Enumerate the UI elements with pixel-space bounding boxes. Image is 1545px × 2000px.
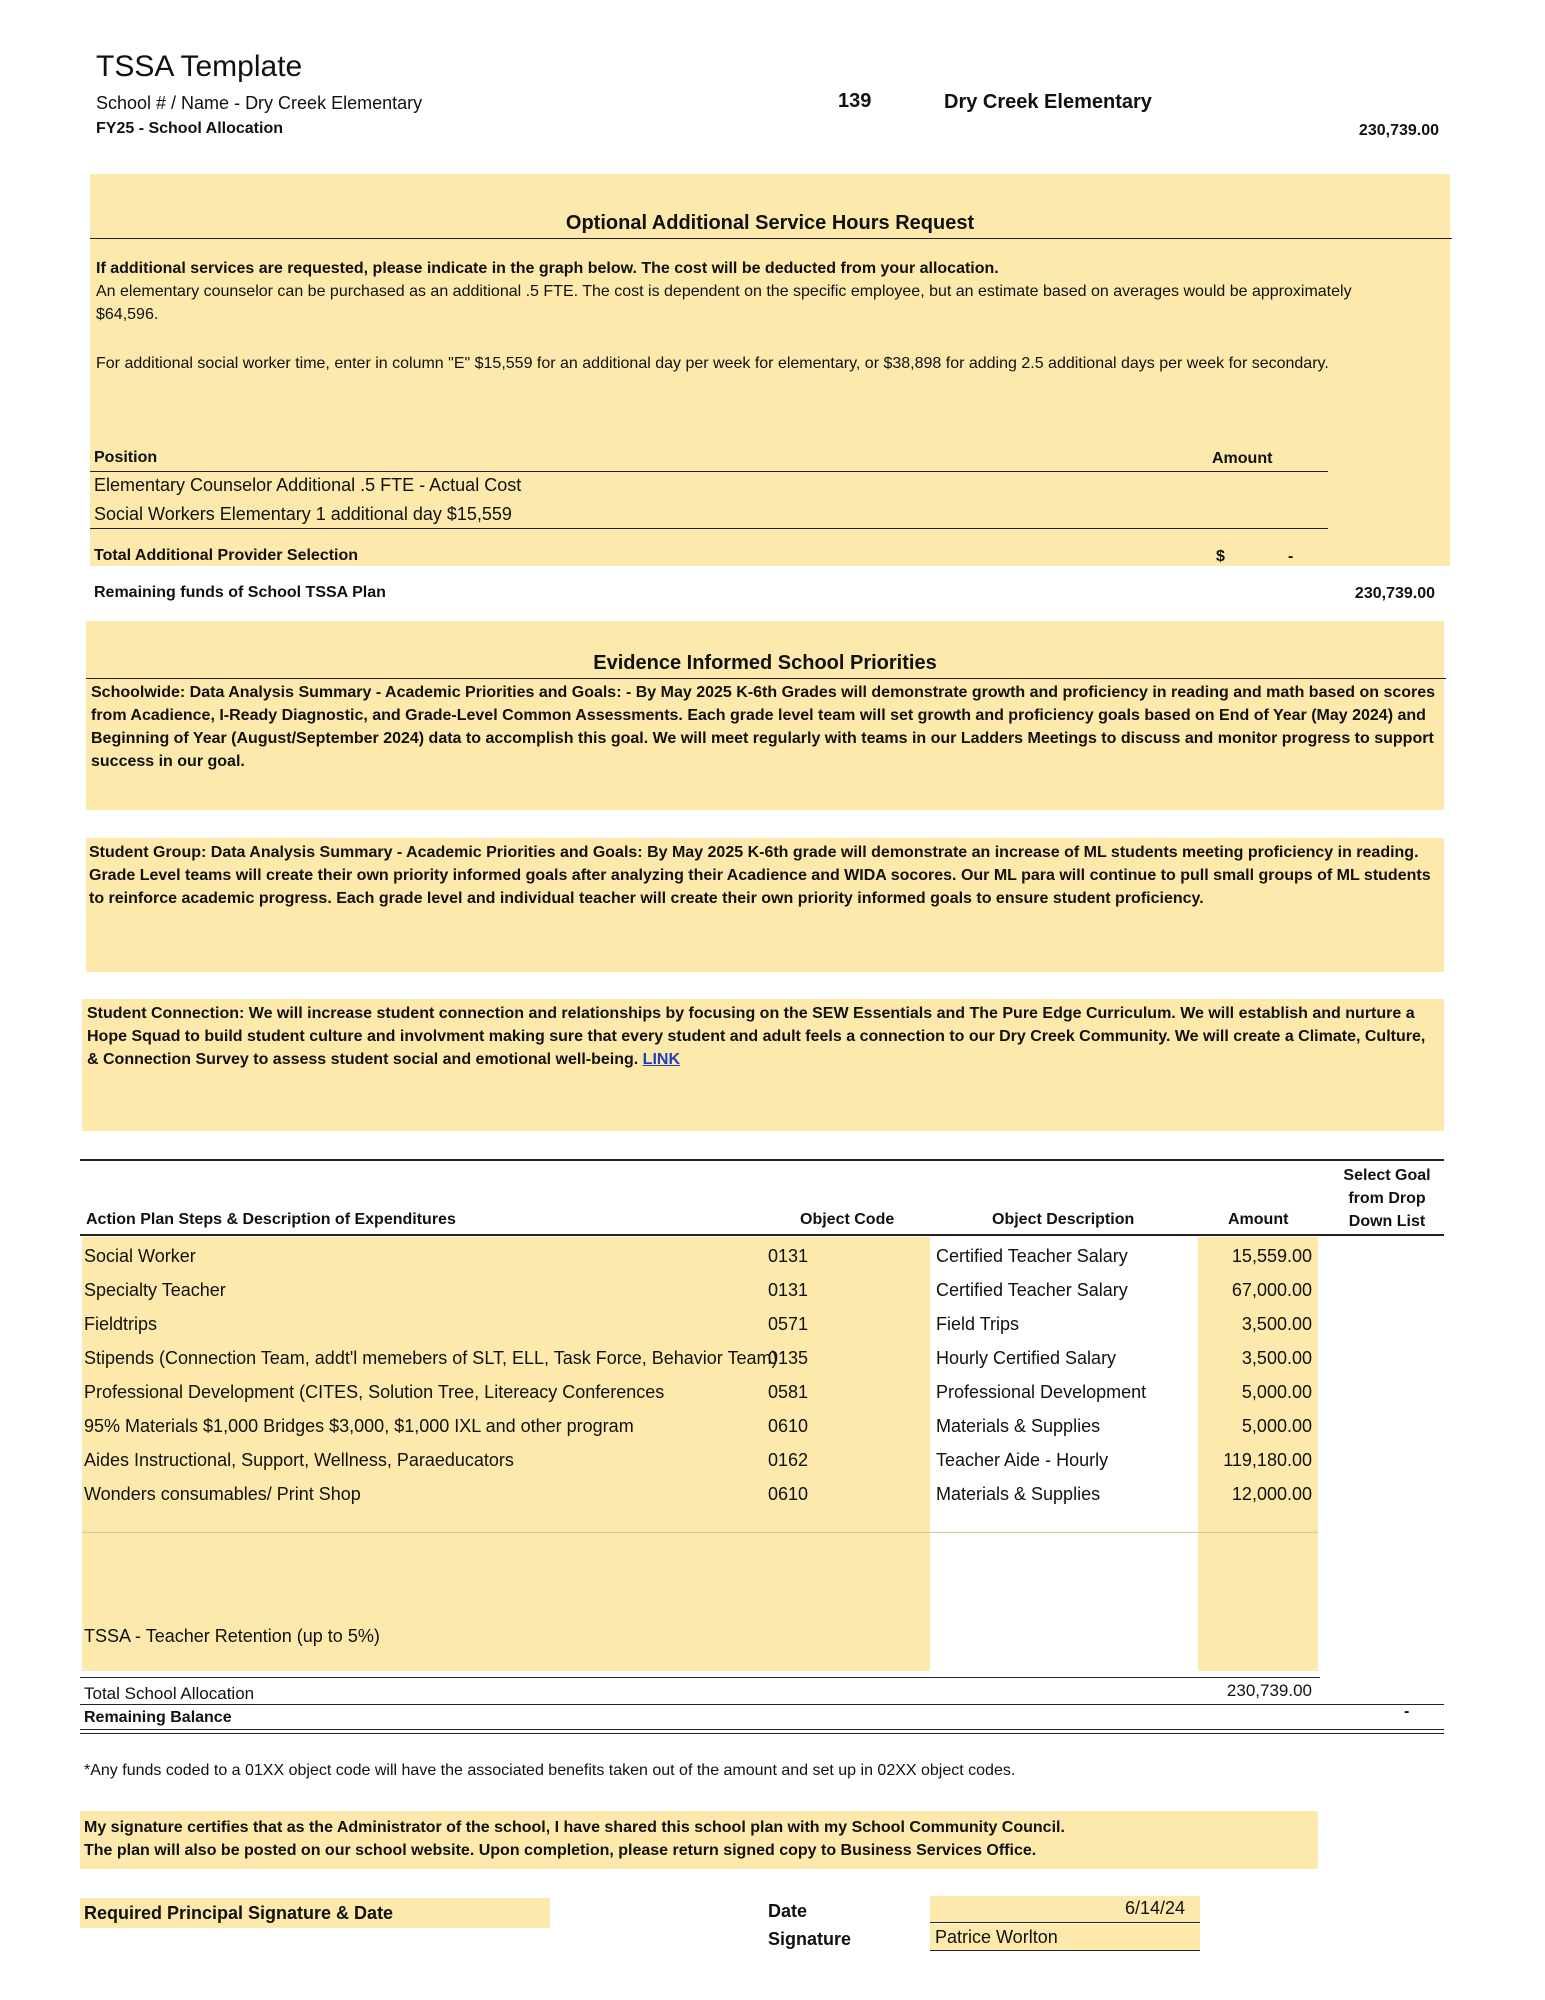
row-step: Specialty Teacher [84, 1280, 226, 1300]
row-code: 0610 [768, 1416, 809, 1436]
date-label: Date [768, 1901, 808, 1921]
teacher-retention-label: TSSA - Teacher Retention (up to 5%) [84, 1626, 380, 1646]
instructions-bold: If additional services are requested, please indicate in the graph below. The cost will be deducted from your allocation. [96, 260, 999, 277]
row-desc: Certified Teacher Salary [936, 1246, 1128, 1266]
row-step: Aides Instructional, Support, Wellness, Paraeducators [84, 1450, 514, 1470]
required-signature-label: Required Principal Signature & Date [84, 1903, 394, 1923]
service-hours-instructions [96, 257, 1356, 326]
row-step: 95% Materials $1,000 Bridges $3,000, $1,000 IXL and other program [84, 1416, 634, 1436]
goal-header [1330, 1164, 1444, 1233]
row-amount: 12,000.00 [1231, 1484, 1312, 1504]
amount-col-header: Amount [1228, 1211, 1289, 1228]
row-step: Professional Development (CITES, Solution Tree, Litereacy Conferences [84, 1382, 665, 1402]
row-amount: 3,500.00 [1241, 1348, 1312, 1368]
amount-header: Amount [1212, 450, 1273, 467]
certification-text [84, 1816, 1314, 1862]
row-amount: 67,000.00 [1231, 1280, 1312, 1300]
school-label: School # / Name - Dry Creek Elementary [96, 93, 423, 113]
total-provider-value: - [1288, 548, 1294, 565]
row-code: 0581 [768, 1382, 809, 1402]
table-row [84, 1443, 514, 1477]
row-step: Wonders consumables/ Print Shop [84, 1484, 361, 1504]
total-allocation-label: Total School Allocation [84, 1684, 255, 1703]
signature-label: Signature [768, 1929, 852, 1949]
row-desc: Hourly Certified Salary [936, 1348, 1117, 1368]
school-name: Dry Creek Elementary [944, 91, 1152, 113]
table-row [84, 1307, 157, 1341]
table-row [84, 1409, 634, 1443]
row-desc: Professional Development [936, 1382, 1147, 1402]
table-row [84, 1239, 196, 1273]
table-row [84, 1375, 664, 1409]
certification-line2: The plan will also be posted on our school website. Upon completion, please return signed copy to Business Services Office. [84, 1842, 1037, 1859]
row-step: Stipends (Connection Team, addt'l memebers of SLT, ELL, Task Force, Behavior Team) [84, 1348, 778, 1368]
row-desc: Teacher Aide - Hourly [936, 1450, 1109, 1470]
priorities-heading: Evidence Informed School Priorities [593, 652, 937, 674]
certification-line1: My signature certifies that as the Administrator of the school, I have shared this school plan with my School Community Council. [84, 1819, 1065, 1836]
code-header: Object Code [800, 1211, 895, 1228]
row-step: Fieldtrips [84, 1314, 158, 1334]
remaining-funds-label: Remaining funds of School TSSA Plan [94, 584, 386, 601]
row-code: 0610 [768, 1484, 809, 1504]
row-amount: 3,500.00 [1241, 1314, 1312, 1334]
row-desc: Certified Teacher Salary [936, 1280, 1128, 1300]
student-connection-text: Student Connection: We will increase student connection and relationships by focusing on the SEW Essentials and The Pure Edge Curriculum. We will establish and nurture a Hope Squad to build student culture and involvment making sure that every student and adult feels a connection to our Dry Creek Community. We will create a Climate, Culture, & Connection Survey to assess student social and emotional well-being. [87, 1005, 1426, 1068]
steps-header: Action Plan Steps & Description of Expenditures [86, 1211, 456, 1228]
allocation-label: FY25 - School Allocation [96, 120, 283, 137]
row-step: Social Worker [84, 1246, 196, 1266]
instructions-counselor: An elementary counselor can be purchased as an additional .5 FTE. The cost is dependent on the specific employee, but an estimate based on averages would be approximately $64,596. [96, 283, 1352, 323]
total-allocation-amount: 230,739.00 [1226, 1681, 1312, 1700]
row-amount: 15,559.00 [1231, 1246, 1312, 1266]
goal-header-line2: from Drop [1348, 1190, 1426, 1207]
row-desc: Materials & Supplies [936, 1416, 1101, 1436]
allocation-amount: 230,739.00 [1358, 122, 1439, 139]
position-counselor: Elementary Counselor Additional .5 FTE - Actual Cost [94, 475, 522, 495]
row-code: 0571 [768, 1314, 809, 1334]
row-amount: 119,180.00 [1223, 1450, 1312, 1470]
student-group-priority: Student Group: Data Analysis Summary - Academic Priorities and Goals: By May 2025 K-6th grade will demonstrate an increase of ML students meeting proficiency in reading. Grade Level teams will create their own priority informed goals after analyzing their Acadience and WIDA socores. Our ML para will continue to pull small groups of ML students to reinforce academic progress. Each grade level and individual teacher will create their own priority informed goals to ensure student proficiency. [89, 844, 1431, 907]
row-desc: Field Trips [936, 1314, 1020, 1334]
signature-value: Patrice Worlton [935, 1927, 1058, 1947]
goal-header-line3: Down List [1348, 1213, 1426, 1230]
student-connection-priority [87, 1002, 1439, 1071]
row-code: 0162 [768, 1450, 809, 1470]
school-number: 139 [838, 90, 872, 112]
remaining-balance-label: Remaining Balance [84, 1709, 232, 1726]
row-code: 0135 [768, 1348, 809, 1368]
total-provider-currency: $ [1216, 548, 1225, 565]
remaining-funds-amount: 230,739.00 [1354, 585, 1435, 602]
total-provider-label: Total Additional Provider Selection [94, 547, 359, 564]
date-value: 6/14/24 [1125, 1898, 1186, 1918]
row-amount: 5,000.00 [1241, 1382, 1312, 1402]
position-social-worker: Social Workers Elementary 1 additional day $15,559 [94, 504, 512, 524]
benefits-footnote: *Any funds coded to a 01XX object code will have the associated benefits taken out of the amount and set up in 02XX object codes. [84, 1762, 1016, 1779]
template-title: TSSA Template [96, 50, 303, 83]
schoolwide-priority: Schoolwide: Data Analysis Summary - Academic Priorities and Goals: - By May 2025 K-6th Grades will demonstrate growth and proficiency in reading and math based on scores from Acadience, I-Ready Diagnostic, and Grade-Level Common Assessments. Each grade level team will set growth and proficiency goals based on End of Year (May 2024) and Beginning of Year (August/September 2024) data to accomplish this goal. We will meet regularly with teams in our Ladders Meetings to discuss and monitor progress to support success in our goal. [91, 684, 1436, 770]
row-code: 0131 [768, 1280, 809, 1300]
position-header: Position [94, 449, 158, 466]
table-row [84, 1341, 777, 1375]
remaining-balance-value: - [1404, 1703, 1410, 1720]
table-row [84, 1477, 361, 1511]
service-hours-heading: Optional Additional Service Hours Request [565, 212, 975, 234]
row-code: 0131 [768, 1246, 809, 1266]
row-amount: 5,000.00 [1241, 1416, 1312, 1436]
desc-header: Object Description [992, 1211, 1135, 1228]
connection-survey-link[interactable]: LINK [642, 1051, 680, 1068]
table-row [84, 1273, 226, 1307]
row-desc: Materials & Supplies [936, 1484, 1101, 1504]
social-worker-instructions: For additional social worker time, enter in column "E" $15,559 for an additional day per week for elementary, or $38,898 for adding 2.5 additional days per week for secondary. [96, 355, 1329, 372]
goal-header-line1: Select Goal [1343, 1167, 1431, 1184]
